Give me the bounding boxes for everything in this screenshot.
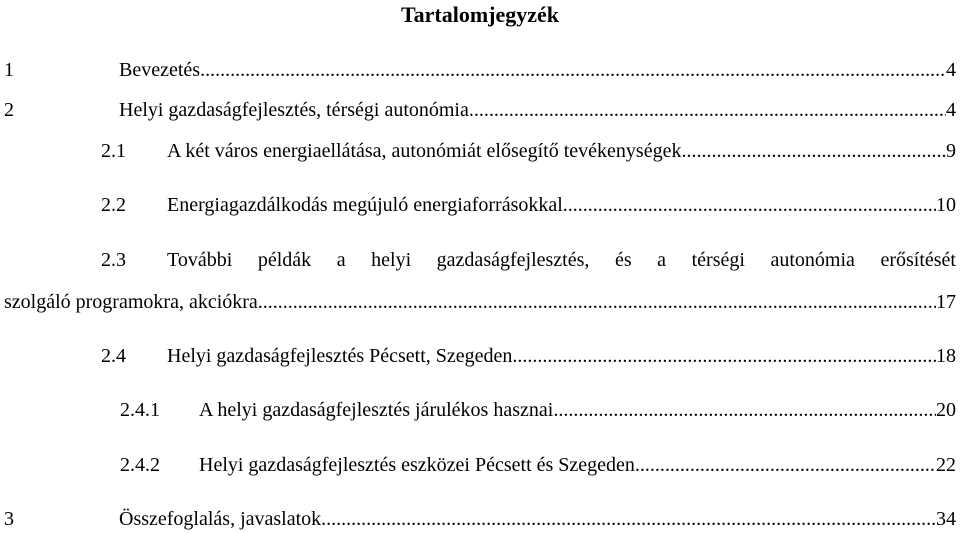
toc-entry-number: 2.2 — [101, 194, 126, 216]
toc-leader-dots — [321, 507, 936, 531]
toc-entry-text: Helyi gazdaságfejlesztés Pécsett, Szegeden — [167, 345, 513, 367]
toc-entry-number: 2.4 — [101, 345, 126, 367]
toc-entry-number: 1 — [4, 59, 14, 81]
toc-entry[interactable] — [4, 507, 956, 531]
toc-entry[interactable] — [120, 398, 956, 422]
toc-entry-text: Bevezetés — [119, 59, 201, 81]
toc-entry[interactable] — [4, 58, 956, 82]
toc-entry-number: 2 — [4, 99, 14, 121]
toc-entry-page: 17 — [936, 291, 956, 313]
toc-entry-text: Helyi gazdaságfejlesztés eszközei Pécsett és Szegeden — [199, 454, 635, 476]
toc-entry-page: 9 — [946, 140, 956, 162]
toc-entry-number: 3 — [4, 508, 14, 530]
toc-leader-dots — [200, 58, 946, 82]
toc-entry[interactable] — [4, 98, 956, 122]
toc-leader-dots — [681, 139, 946, 163]
toc-entry[interactable] — [101, 139, 956, 163]
toc-entry-page: 22 — [936, 454, 956, 476]
toc-entry-page: 18 — [936, 345, 956, 367]
toc-entry-number: 2.4.1 — [120, 399, 160, 421]
toc-entry-text-line2: szolgáló programokra, akciókra — [4, 291, 258, 313]
toc-entry[interactable] — [101, 248, 956, 272]
toc-entry-number: 2.4.2 — [120, 454, 160, 476]
toc-entry-number: 2.3 — [101, 249, 126, 271]
toc-leader-dots — [258, 290, 936, 314]
toc-entry[interactable] — [120, 453, 956, 477]
toc-entry-continuation[interactable] — [4, 290, 956, 314]
toc-entry-number: 2.1 — [101, 140, 126, 162]
toc-entry-page: 4 — [946, 99, 956, 121]
toc-leader-dots — [563, 193, 936, 217]
toc-leader-dots — [635, 453, 936, 477]
toc-entry-page: 4 — [946, 59, 956, 81]
toc-leader-dots — [512, 344, 936, 368]
toc-leader-dots — [553, 398, 936, 422]
toc-entry-text: Energiagazdálkodás megújuló energiaforrásokkal — [167, 194, 563, 216]
toc-entry-text: Összefoglalás, javaslatok — [119, 508, 322, 530]
toc-entry-page: 20 — [936, 399, 956, 421]
toc-entry-page: 10 — [936, 194, 956, 216]
toc-title: Tartalomjegyzék — [400, 2, 560, 27]
toc-entry-text: A két város energiaellátása, autonómiát elősegítő tevékenységek — [167, 140, 682, 162]
toc-entry-text: A helyi gazdaságfejlesztés járulékos hasznai — [199, 399, 554, 421]
toc-entry-page: 34 — [936, 508, 956, 530]
toc-leader-dots — [469, 98, 946, 122]
toc-entry[interactable] — [101, 193, 956, 217]
toc-entry-text: Helyi gazdaságfejlesztés, térségi autonómia — [119, 99, 469, 121]
toc-entry[interactable] — [101, 344, 956, 368]
toc-entry-text-line1: További példák a helyi gazdaságfejlesztés, és a térségi autonómia erősítését — [167, 249, 956, 271]
